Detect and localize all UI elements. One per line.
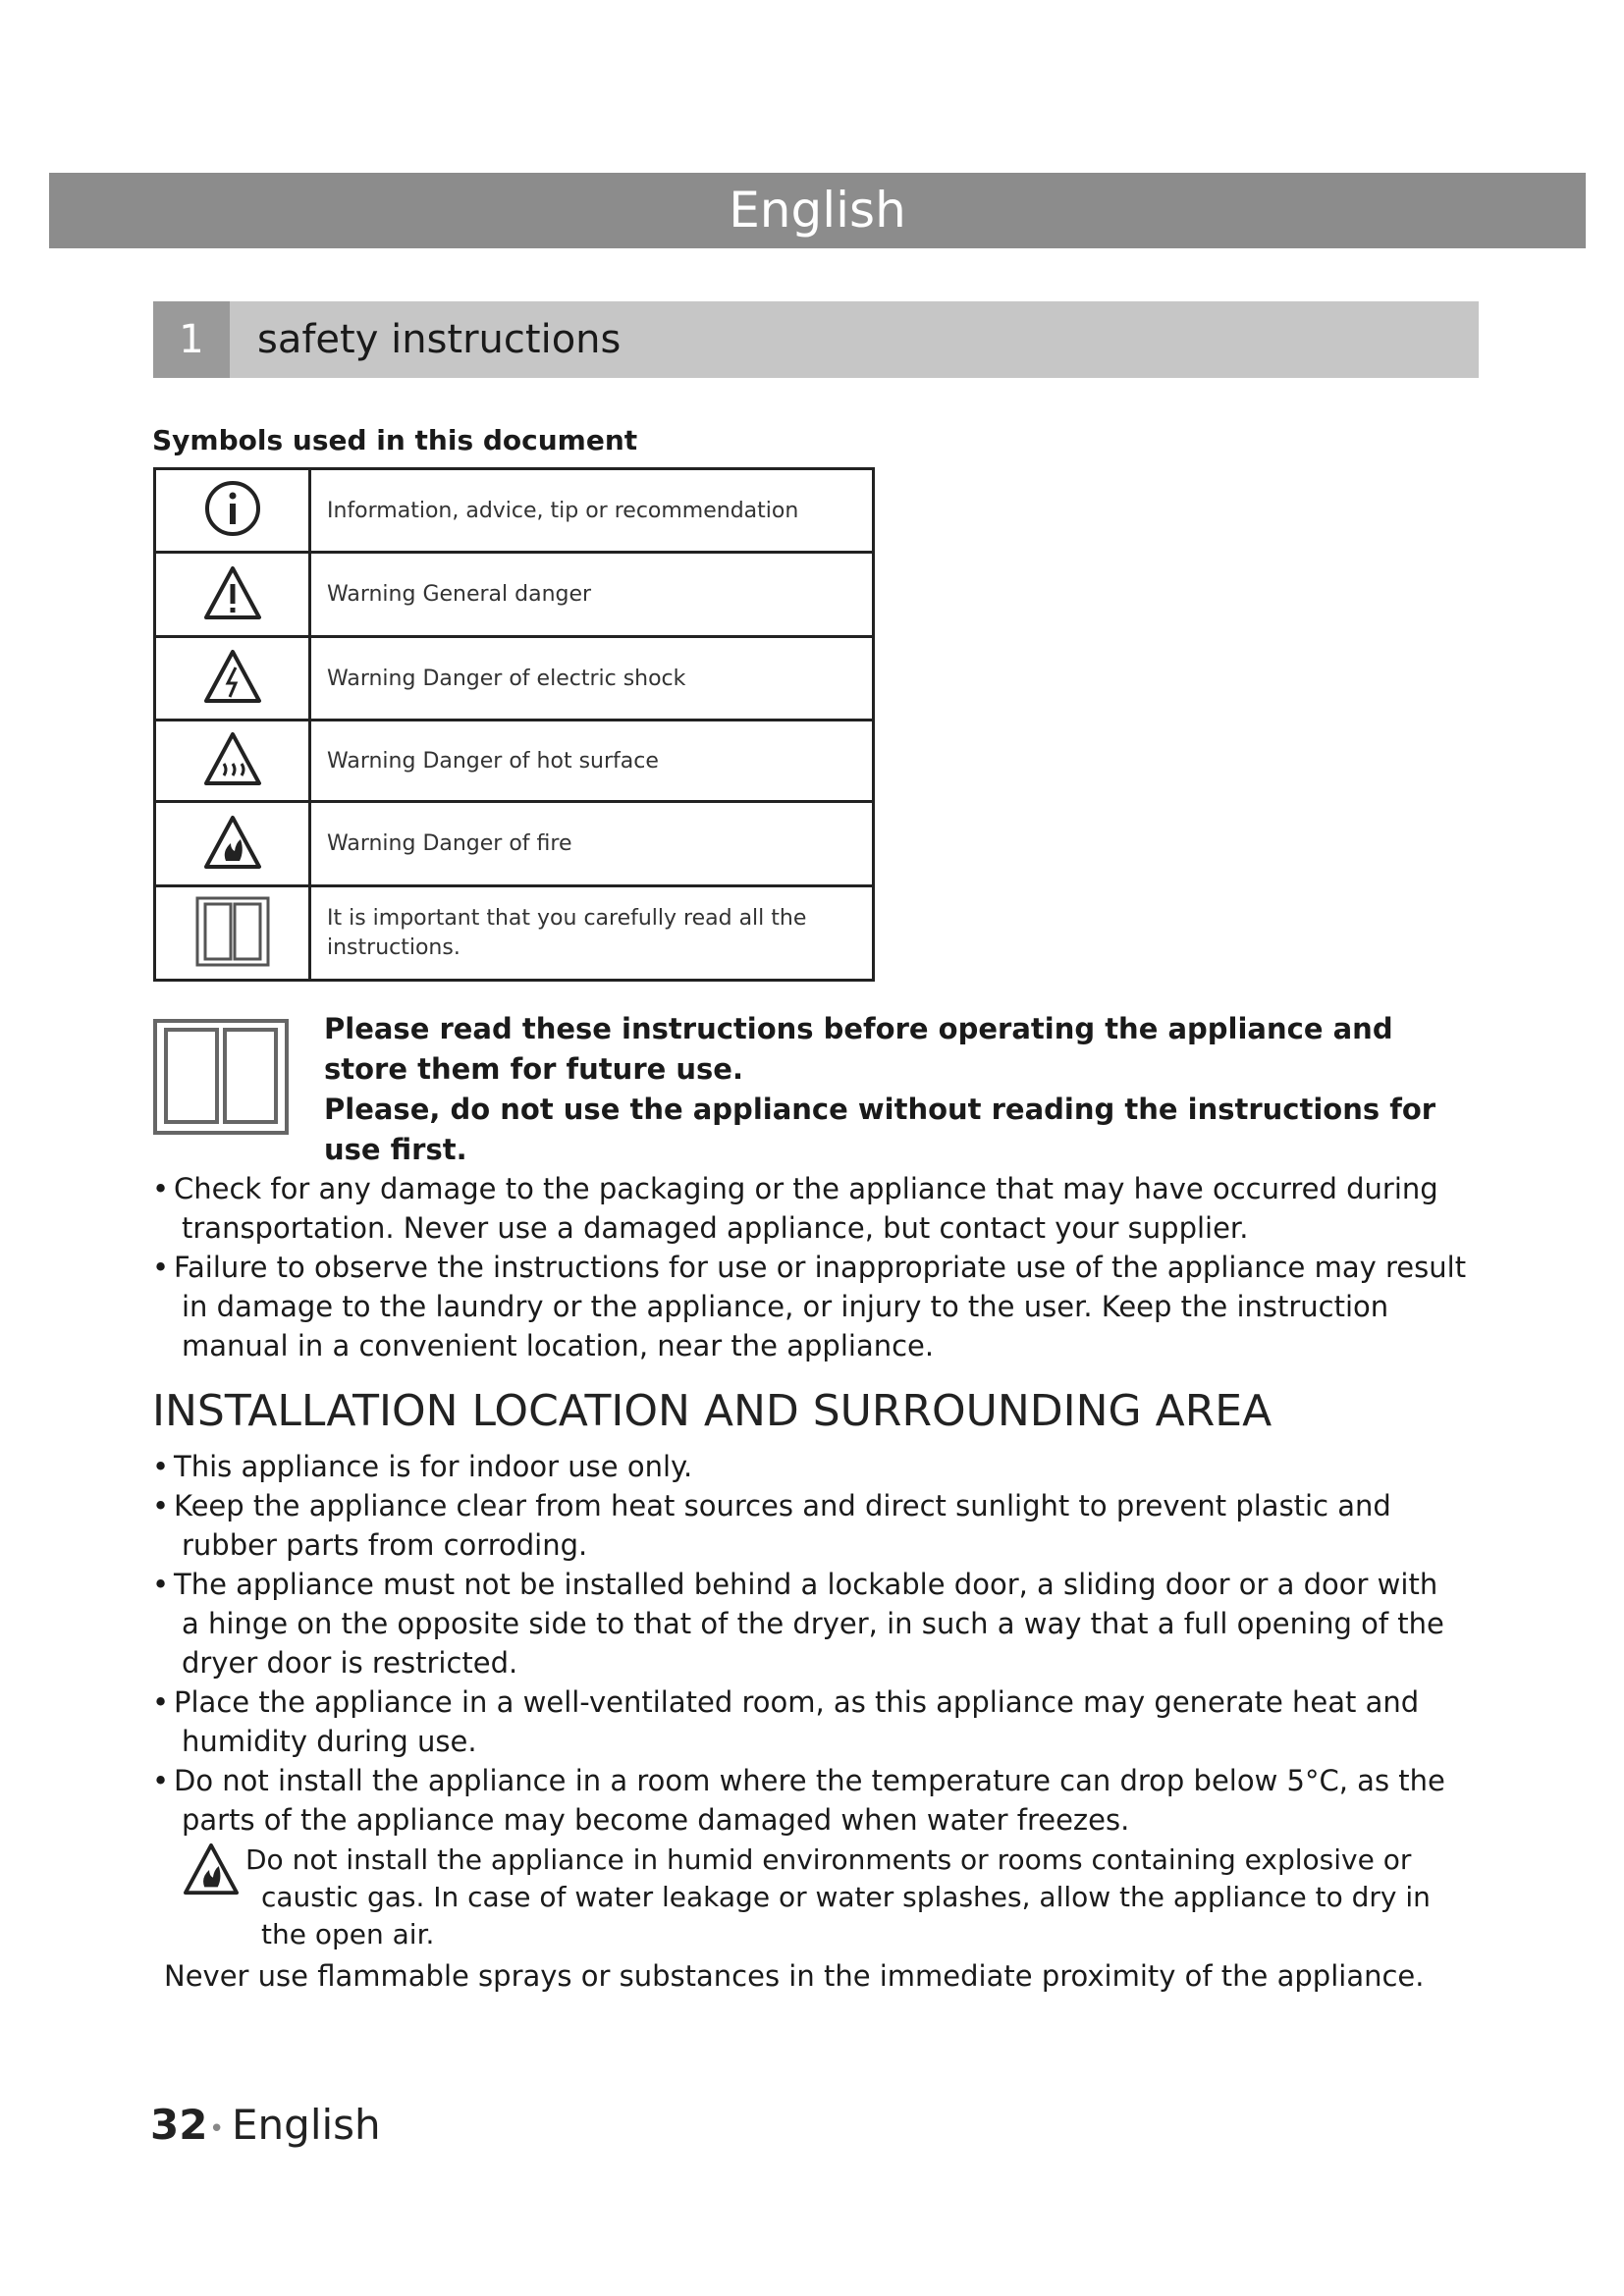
symbol-row <box>155 886 874 981</box>
symbol-icon-cell <box>155 553 310 637</box>
list-item: • Place the appliance in a well-ventilated room, as this appliance may generate heat and humidity during use. <box>152 1682 1527 1761</box>
symbol-text: It is important that you carefully read all the instructions. <box>310 886 874 981</box>
symbol-row <box>155 469 874 553</box>
intro-line-2: Please, do not use the appliance without reading the instructions for use first. <box>324 1093 1436 1166</box>
bullet: • <box>152 1764 170 1797</box>
bullet: • <box>152 1450 170 1483</box>
warning-electric-icon <box>202 648 263 705</box>
fire-note: Do not install the appliance in humid environments or rooms containing explosive or caustic gas. In case of water leakage or water splashes, allow the appliance to dry in the open air. <box>245 1843 1431 1950</box>
flammable-note: Never use flammable sprays or substances in the immediate proximity of the appliance. <box>164 1959 1425 1993</box>
list-item: • Failure to observe the instructions for use or inappropriate use of the appliance may result in damage to the laundry or the appliance, or injury to the user. Keep the instruction manual in a convenient location, near the appliance. <box>152 1248 1527 1365</box>
warning-hot-surface-icon <box>202 730 263 787</box>
warning-general-icon <box>202 564 263 621</box>
installation-bullet-list <box>152 1447 1527 1840</box>
symbol-icon-cell <box>155 469 310 553</box>
list-item: • This appliance is for indoor use only. <box>152 1447 1527 1486</box>
symbol-icon-cell <box>155 802 310 886</box>
symbol-row <box>155 721 874 802</box>
section-title: safety instructions <box>257 317 622 362</box>
symbol-icon-cell <box>155 721 310 802</box>
symbol-text: Warning Danger of hot surface <box>310 721 874 802</box>
symbols-table <box>153 467 875 982</box>
language-banner: English <box>49 173 1586 248</box>
symbol-icon-cell <box>155 637 310 721</box>
symbol-row <box>155 553 874 637</box>
symbols-heading: Symbols used in this document <box>152 424 638 456</box>
list-item: • Check for any damage to the packaging or the appliance that may have occurred during transportation. Never use a damaged appliance, but contact your supplier. <box>152 1169 1527 1248</box>
read-manual-icon <box>152 1018 290 1140</box>
footer-language: English <box>232 2101 381 2149</box>
bullet: • <box>152 1685 170 1719</box>
symbol-row <box>155 637 874 721</box>
footer-separator: • <box>209 2114 225 2144</box>
book-icon <box>193 894 272 969</box>
intro-line-1: Please read these instructions before operating the appliance and store them for future use. <box>324 1012 1393 1086</box>
page-number: 32 <box>150 2101 208 2149</box>
info-icon <box>203 479 262 538</box>
symbol-row <box>155 802 874 886</box>
bullet: • <box>152 1172 170 1205</box>
bullet: • <box>152 1489 170 1522</box>
fire-warning-icon <box>182 1842 241 1900</box>
symbol-text: Warning General danger <box>310 553 874 637</box>
symbol-text: Information, advice, tip or recommendation <box>310 469 874 553</box>
bullet: • <box>152 1251 170 1284</box>
general-bullet-list <box>152 1169 1527 1365</box>
symbol-text: Warning Danger of fire <box>310 802 874 886</box>
warning-fire-icon <box>202 814 263 871</box>
list-item: • The appliance must not be installed behind a lockable door, a sliding door or a door with a hinge on the opposite side to that of the dryer, in such a way that a full opening of the dryer door is restricted. <box>152 1565 1527 1682</box>
symbol-icon-cell <box>155 886 310 981</box>
section-number: 1 <box>153 301 230 378</box>
intro-instructions <box>324 1009 1483 1170</box>
symbol-text: Warning Danger of electric shock <box>310 637 874 721</box>
bullet: • <box>152 1568 170 1601</box>
list-item: • Keep the appliance clear from heat sources and direct sunlight to prevent plastic and rubber parts from corroding. <box>152 1486 1527 1565</box>
list-item: • Do not install the appliance in a room where the temperature can drop below 5°C, as the parts of the appliance may become damaged when water freezes. <box>152 1761 1527 1840</box>
installation-heading: INSTALLATION LOCATION AND SURROUNDING AREA <box>152 1386 1272 1436</box>
